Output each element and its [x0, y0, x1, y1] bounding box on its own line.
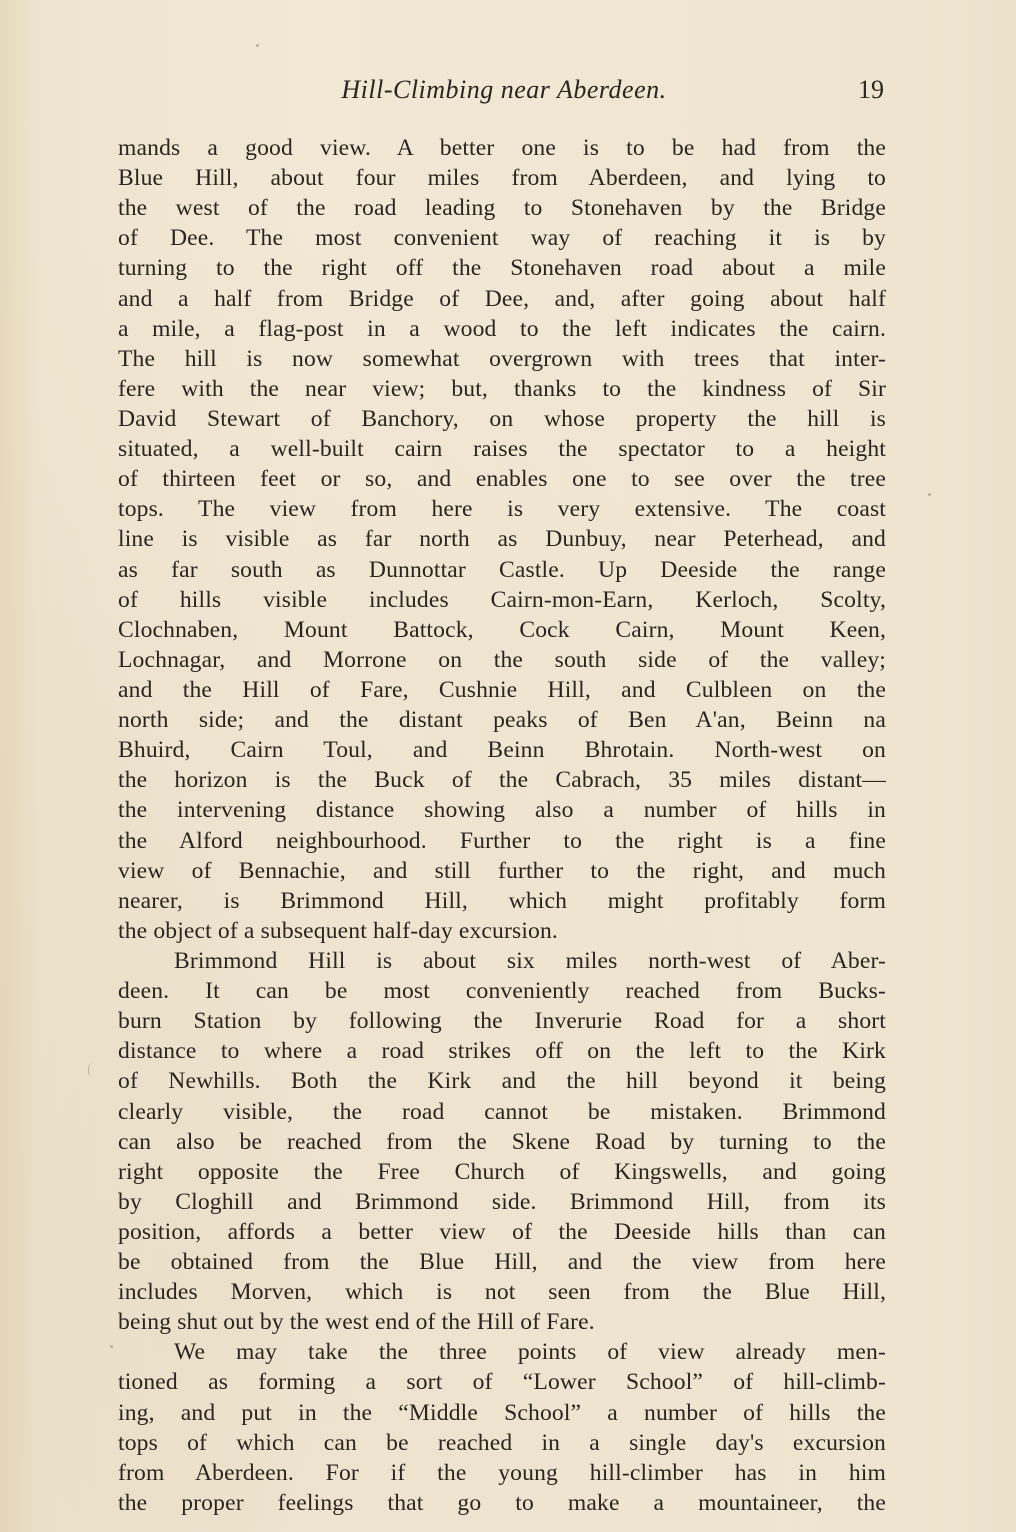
text-line: line is visible as far north as Dunbuy, near Peterhead, and: [118, 526, 886, 553]
paper-speck: [256, 44, 259, 47]
paper-speck: [110, 1345, 113, 1348]
text-line: fere with the near view; but, thanks to the kindness of Sir: [118, 375, 886, 402]
text-line: the Alford neighbourhood. Further to the right is a fine: [118, 827, 886, 854]
text-line: includes Morven, which is not seen from the Blue Hill,: [118, 1279, 886, 1306]
text-line: The hill is now somewhat overgrown with trees that inter-: [118, 345, 886, 372]
text-line: a mile, a flag-post in a wood to the left indicates the cairn.: [118, 315, 886, 342]
text-line: north side; and the distant peaks of Ben A'an, Beinn na: [118, 707, 886, 734]
text-line: position, affords a better view of the Deeside hills than can: [118, 1218, 886, 1245]
text-line: Lochnagar, and Morrone on the south side of the valley;: [118, 646, 886, 673]
text-line: tioned as forming a sort of “Lower School” of hill-climb-: [118, 1369, 886, 1396]
paragraph-start-line: We may take the three points of view already men-: [174, 1339, 886, 1366]
text-line: David Stewart of Banchory, on whose property the hill is: [118, 405, 886, 432]
paragraph-end-line: the object of a subsequent half-day excursion.: [118, 917, 558, 944]
paper-speck: [928, 493, 931, 496]
text-line: turning to the right off the Stonehaven road about a mile: [118, 255, 886, 282]
text-line: mands a good view. A better one is to be had from the: [118, 135, 886, 161]
text-line: right opposite the Free Church of Kingswells, and going: [118, 1158, 886, 1185]
text-line: as far south as Dunnottar Castle. Up Deeside the range: [118, 556, 886, 583]
text-line: situated, a well-built cairn raises the spectator to a height: [118, 436, 886, 463]
text-line: nearer, is Brimmond Hill, which might profitably form: [118, 887, 886, 914]
text-line: distance to where a road strikes off on the left to the Kirk: [118, 1038, 886, 1065]
text-line: and the Hill of Fare, Cushnie Hill, and Culbleen on the: [118, 676, 886, 703]
text-line: and a half from Bridge of Dee, and, after going about half: [118, 285, 886, 312]
text-line: tops. The view from here is very extensive. The coast: [118, 496, 886, 523]
text-line: deen. It can be most conveniently reached from Bucks-: [118, 978, 886, 1005]
body-text: [118, 133, 886, 1518]
text-line: the intervening distance showing also a number of hills in: [118, 797, 886, 824]
text-line: of hills visible includes Cairn-mon-Earn, Kerloch, Scolty,: [118, 586, 886, 613]
text-line: Blue Hill, about four miles from Aberdeen, and lying to: [118, 165, 886, 192]
text-line: the proper feelings that go to make a mountaineer, the: [118, 1489, 886, 1516]
paragraph-start-line: Brimmond Hill is about six miles north-west of Aber-: [174, 947, 886, 974]
text-line: can also be reached from the Skene Road by turning to the: [118, 1128, 886, 1155]
running-head: [124, 72, 884, 108]
margin-mark: [88, 1063, 93, 1077]
text-line: ing, and put in the “Middle School” a number of hills the: [118, 1399, 886, 1426]
text-line: by Cloghill and Brimmond side. Brimmond Hill, from its: [118, 1188, 886, 1215]
text-line: of Newhills. Both the Kirk and the hill beyond it being: [118, 1068, 886, 1095]
text-line: tops of which can be reached in a single day's excursion: [118, 1429, 886, 1456]
text-line: of thirteen feet or so, and enables one to see over the tree: [118, 466, 886, 493]
text-line: the west of the road leading to Stonehaven by the Bridge: [118, 195, 886, 222]
text-line: clearly visible, the road cannot be mistaken. Brimmond: [118, 1098, 886, 1125]
paragraph-end-line: being shut out by the west end of the Hill of Fare.: [118, 1309, 595, 1336]
text-line: Bhuird, Cairn Toul, and Beinn Bhrotain. North-west on: [118, 737, 886, 764]
text-line: be obtained from the Blue Hill, and the view from here: [118, 1249, 886, 1276]
text-line: the horizon is the Buck of the Cabrach, 35 miles distant—: [118, 767, 886, 794]
text-line: burn Station by following the Inverurie Road for a short: [118, 1008, 886, 1035]
text-line: Clochnaben, Mount Battock, Cock Cairn, Mount Keen,: [118, 616, 886, 643]
running-title: Hill-Climbing near Aberdeen.: [341, 75, 667, 104]
text-line: from Aberdeen. For if the young hill-climber has in him: [118, 1459, 886, 1486]
text-line: of Dee. The most convenient way of reaching it is by: [118, 225, 886, 252]
text-line: view of Bennachie, and still further to the right, and much: [118, 857, 886, 884]
page-number: 19: [858, 75, 884, 104]
